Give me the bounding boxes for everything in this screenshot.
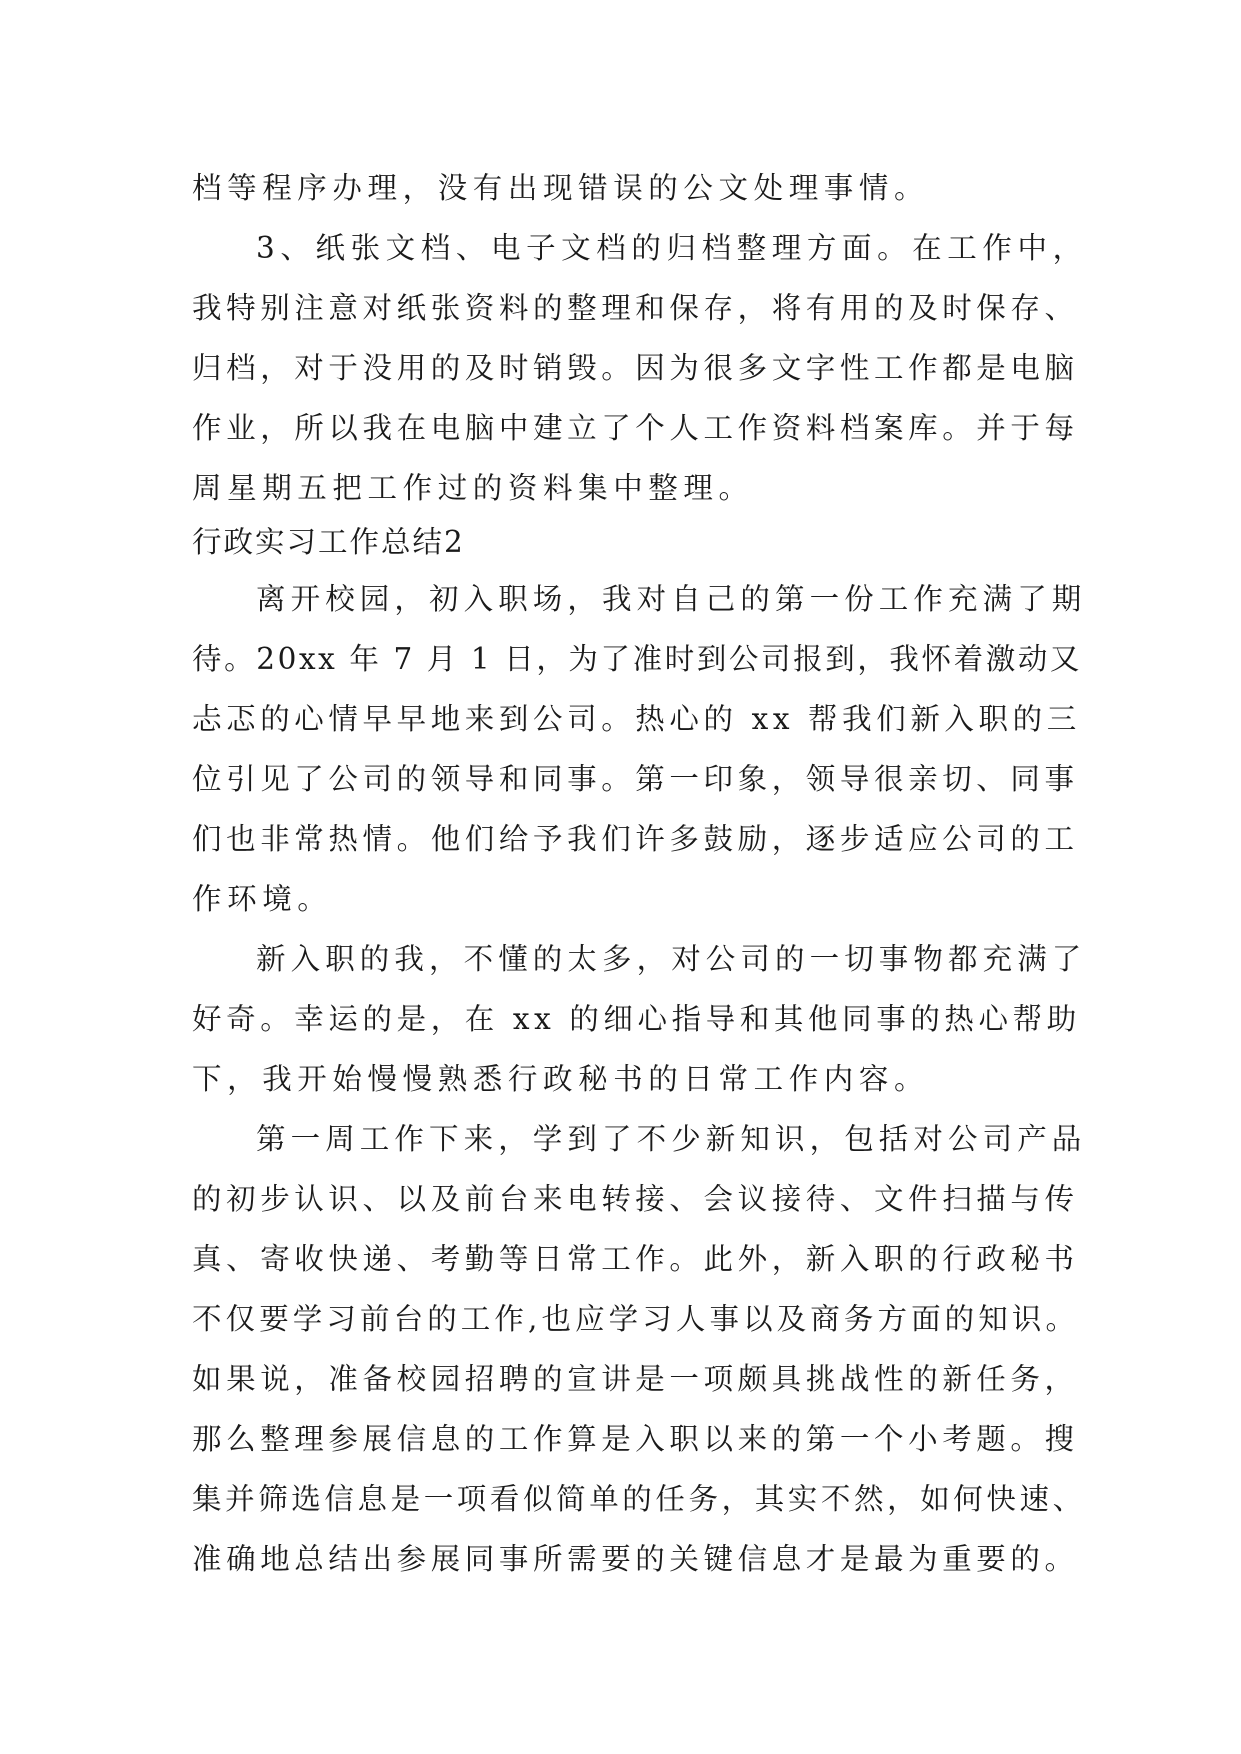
text-line: 周星期五把工作过的资料集中整理。 (192, 471, 754, 505)
text-line: 那么整理参展信息的工作算是入职以来的第一个小考题。搜 (192, 1422, 1079, 1456)
text-line: 档等程序办理，没有出现错误的公文处理事情。 (192, 171, 930, 205)
section-heading: 行政实习工作总结2 (192, 525, 465, 559)
text-line: 们也非常热情。他们给予我们许多鼓励，逐步适应公司的工 (192, 822, 1079, 856)
text-line: 不仅要学习前台的工作,也应学习人事以及商务方面的知识。 (192, 1302, 1080, 1336)
paragraph-start-line: 3、纸张文档、电子文档的归档整理方面。在工作中， (256, 231, 1088, 265)
text-line: 位引见了公司的领导和同事。第一印象，领导很亲切、同事 (192, 762, 1079, 796)
text-line: 作环境。 (192, 882, 333, 916)
text-line: 归档，对于没用的及时销毁。因为很多文字性工作都是电脑 (192, 351, 1079, 385)
text-line: 如果说，准备校园招聘的宣讲是一项颇具挑战性的新任务， (192, 1362, 1079, 1396)
text-line: 真、寄收快递、考勤等日常工作。此外，新入职的行政秘书 (192, 1242, 1079, 1276)
paragraph-start-line: 第一周工作下来，学到了不少新知识，包括对公司产品 (256, 1122, 1087, 1156)
text-line: 好奇。幸运的是，在 xx 的细心指导和其他同事的热心帮助 (192, 1002, 1081, 1036)
text-line: 集并筛选信息是一项看似简单的任务，其实不然，如何快速、 (192, 1482, 1086, 1516)
paragraph-start-line: 离开校园，初入职场，我对自己的第一份工作充满了期 (256, 582, 1087, 616)
text-line: 待。20xx 年 7 月 1 日，为了准时到公司报到，我怀着激动又 (192, 642, 1083, 676)
text-line: 忐忑的心情早早地来到公司。热心的 xx 帮我们新入职的三 (192, 702, 1081, 736)
text-line: 我特别注意对纸张资料的整理和保存，将有用的及时保存、 (192, 291, 1079, 325)
text-line: 作业，所以我在电脑中建立了个人工作资料档案库。并于每 (192, 411, 1079, 445)
paragraph-start-line: 新入职的我，不懂的太多，对公司的一切事物都充满了 (256, 942, 1087, 976)
text-line: 准确地总结出参展同事所需要的关键信息才是最为重要的。 (192, 1542, 1079, 1576)
text-line: 下，我开始慢慢熟悉行政秘书的日常工作内容。 (192, 1062, 930, 1096)
text-line: 的初步认识、以及前台来电转接、会议接待、文件扫描与传 (192, 1182, 1079, 1216)
